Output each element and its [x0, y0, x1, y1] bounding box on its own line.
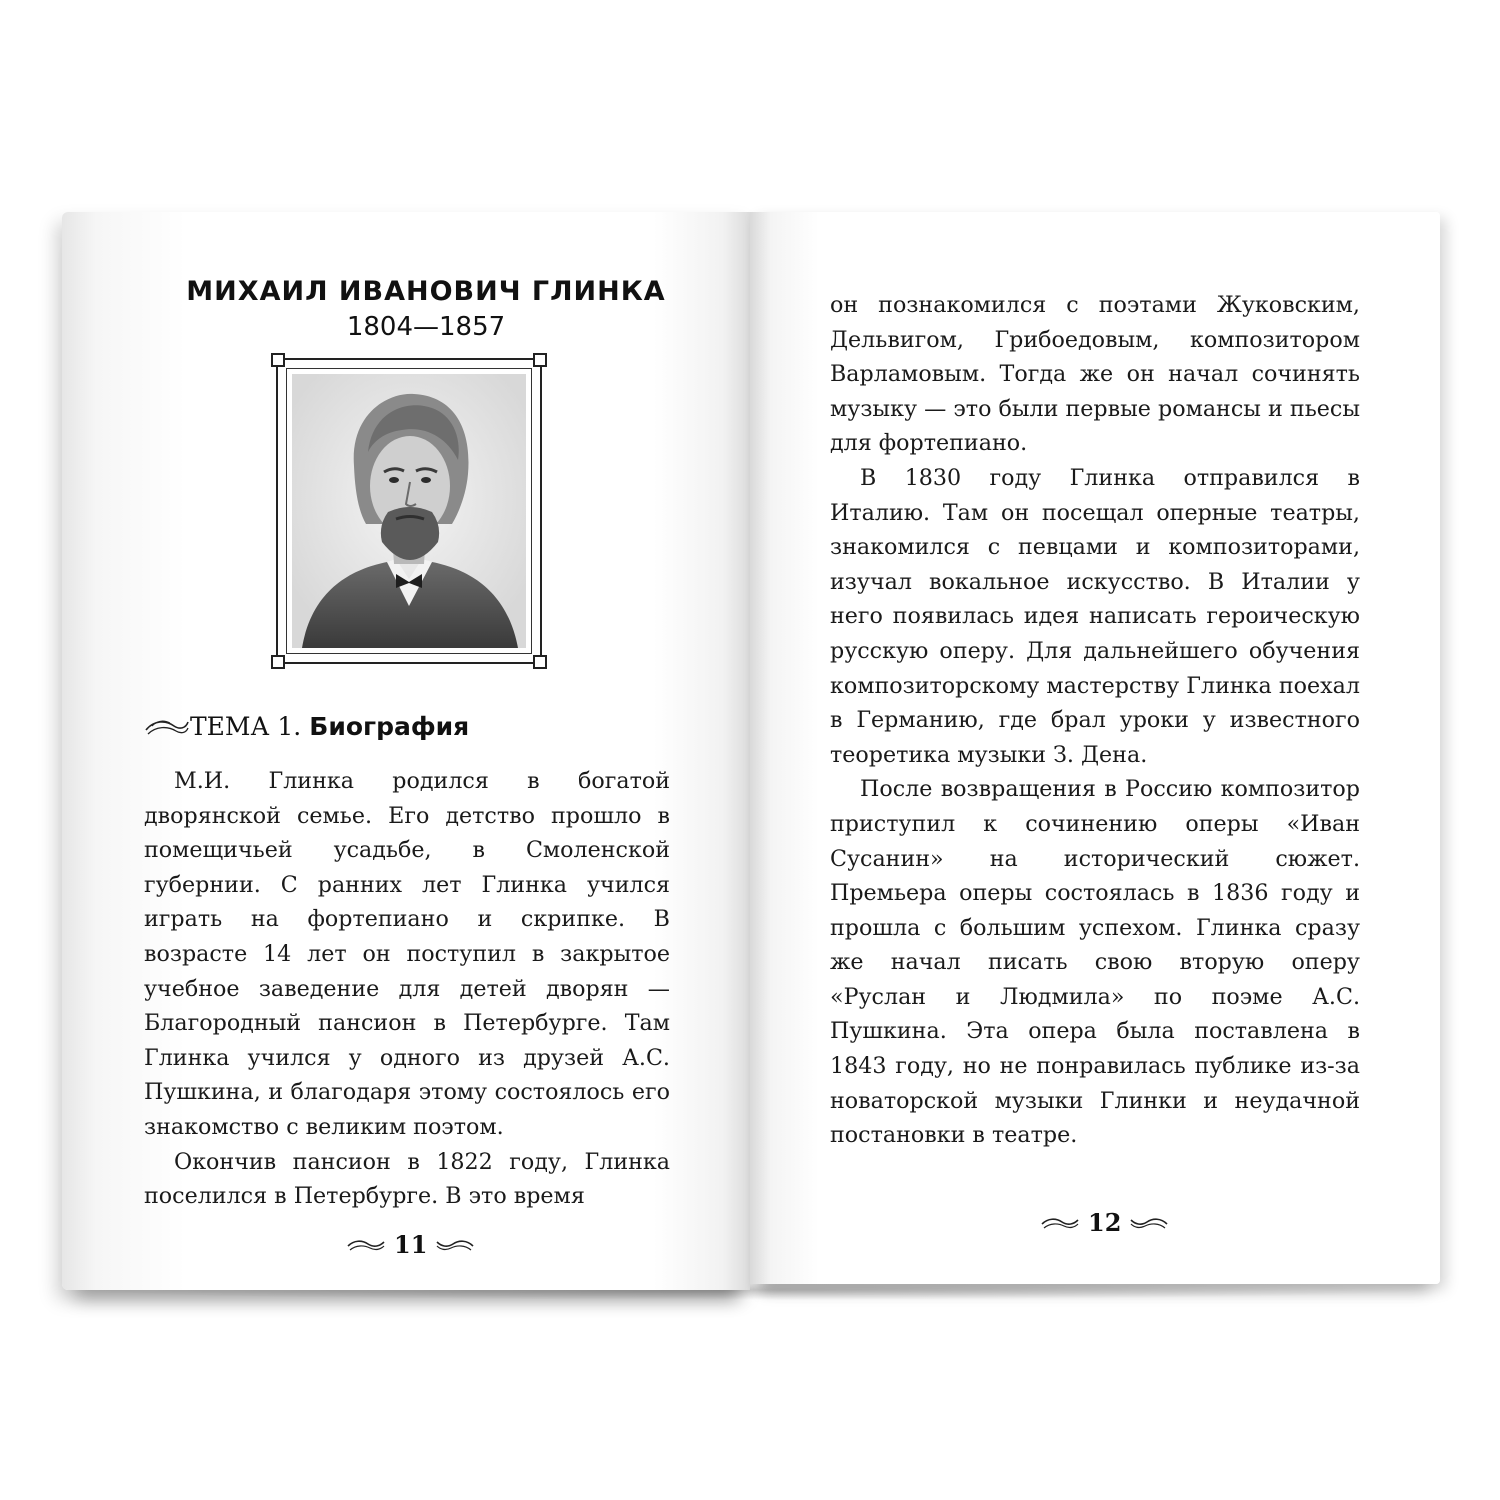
- page-number-right: [1040, 1208, 1169, 1237]
- frame-corner-ornament: [533, 655, 547, 669]
- frame-corner-ornament: [271, 655, 285, 669]
- frame-corner-ornament: [533, 353, 547, 367]
- left-page: [62, 212, 750, 1290]
- page-number-flourish-icon: [1040, 1214, 1080, 1232]
- life-years: 1804—1857: [346, 312, 506, 342]
- page-number-value: 12: [1088, 1208, 1122, 1237]
- paragraph: М.И. Глинка родился в богатой дворянской семье. Его детство прошло в помещичьей усадьбе, в Смоленской губернии. С ранних лет Глинка учился играть на фортепиано и скрипке. В возрасте 14 лет он поступил в закрытое учебное заведение для детей дворян — Благородный пансион в Петербурге. Там Глинка учился у одного из друзей А.С. Пушкина, и благодаря этому состоялось его знакомство с великим поэтом.: [144, 768, 670, 1140]
- right-page: [750, 212, 1440, 1284]
- page-title: МИХАИЛ ИВАНОВИЧ ГЛИНКА: [186, 276, 666, 307]
- paragraph: он познакомился с поэтами Жуковским, Дельвигом, Грибоедовым, композитором Варламовым. Тогда же он начал сочинять музыку — это были первые романсы и пьесы для фортепиано.: [830, 292, 1360, 457]
- section-number: ТЕМА 1.: [190, 712, 302, 741]
- paragraph: После возвращения в Россию композитор приступил к сочинению оперы «Иван Сусанин» на исторический сюжет. Премьера оперы состоялась в 1836 году и прошла с большим успехом. Глинка сразу же начал писать свою вторую оперу «Руслан и Людмила» по поэме А.С. Пушкина. Эта опера была поставлена в 1843 году, но не понравилась публике из-за новаторской музыки Глинки и неудачной постановки в театре.: [830, 776, 1360, 1149]
- section-flourish-icon: [144, 716, 190, 738]
- paragraph: Окончив пансион в 1822 году, Глинка поселился в Петербурге. В это время: [144, 1148, 670, 1210]
- composer-portrait: [292, 374, 526, 648]
- page-number-flourish-icon: [1129, 1214, 1169, 1232]
- page-number-value: 11: [394, 1230, 428, 1259]
- section-heading: [144, 712, 469, 741]
- right-body-text: [830, 288, 1360, 1153]
- page-number-left: [346, 1230, 475, 1259]
- page-number-flourish-icon: [346, 1236, 386, 1254]
- portrait-frame: [276, 358, 542, 664]
- left-body-text: [144, 764, 670, 1214]
- paragraph: В 1830 году Глинка отправился в Италию. Там он посещал оперные театры, знакомился с певцами и композиторами, изучал вокальное искусство. В Италии у него появилась идея написать героическую русскую оперу. Для дальнейшего обучения композиторскому мастерству Глинка поехал в Германию, где брал уроки у известного теоретика музыки З. Дена.: [830, 464, 1360, 768]
- frame-corner-ornament: [271, 353, 285, 367]
- section-title: Биография: [309, 712, 470, 741]
- page-number-flourish-icon: [435, 1236, 475, 1254]
